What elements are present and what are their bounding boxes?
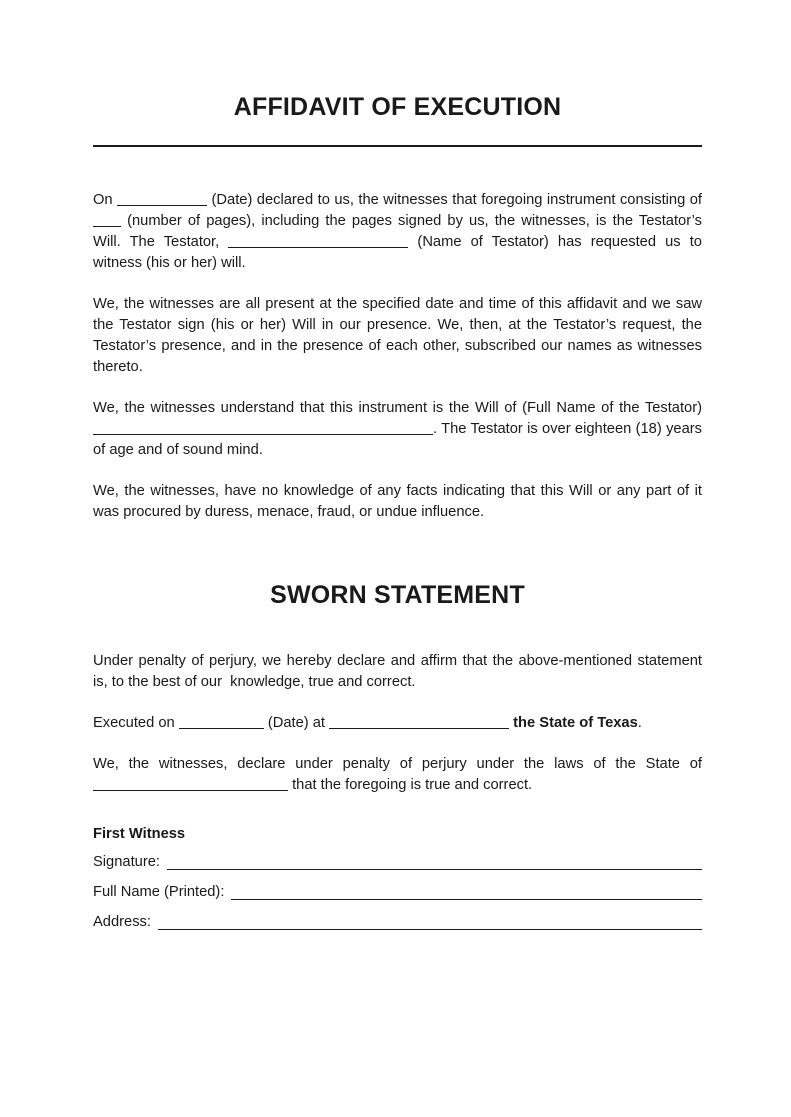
text-segment: . The Testator is over eighteen (18) years of age and of sound mind. [93,421,702,458]
paragraph-understanding [93,398,702,461]
first-witness-section [93,824,702,935]
text-segment: Under penalty of perjury, we hereby declare and affirm that the above-mentioned statement is, to the best of our knowledge, true and correct. [93,653,702,690]
paragraph-state-declaration [93,754,702,796]
signature-row [93,845,702,875]
text-segment: (Name of Testator) has requested us to witness (his or her) will. [93,234,702,271]
text-segment: (Date) at [263,715,330,731]
full-name-line[interactable] [231,888,702,900]
title-rule [93,145,702,147]
date-blank[interactable] [117,193,207,206]
testator-name-blank[interactable] [228,235,408,248]
paragraph-presence [93,294,702,378]
text-segment: Executed on [93,715,179,731]
text-segment: We, the witnesses are all present at the specified date and time of this affidavit and we saw the Testator sign (his or her) Will in our presence. We, then, at the Testator’s request, the Testator’s presence, and in the presence of each other, subscribed our names as witnesses thereto. [93,296,702,375]
number-of-pages-blank[interactable] [93,214,121,227]
text-segment: that the foregoing is true and correct. [288,777,533,793]
text-segment: (number of pages), including the pages signed by us, the witnesses, is the Testator’s Will. The Testator, [93,213,702,250]
paragraph-perjury [93,651,702,693]
text-segment: We, the witnesses, declare under penalty of perjury under the laws of the State of [93,756,702,772]
text-segment: We, the witnesses, have no knowledge of any facts indicating that this Will or any part of it was procured by duress, menace, fraud, or undue influence. [93,483,702,520]
execution-location-blank[interactable] [329,716,509,729]
document-title: AFFIDAVIT OF EXECUTION [233,93,562,121]
testator-full-name-blank[interactable] [93,422,433,435]
text-segment: . [637,715,642,731]
paragraph-no-knowledge [93,481,702,523]
text-segment: We, the witnesses understand that this instrument is the Will of (Full Name of the Testator) [93,400,702,416]
execution-date-blank[interactable] [179,716,264,729]
text-segment: On [93,192,118,208]
state-name-blank[interactable] [93,778,288,791]
full-name-row [93,875,702,905]
signature-label: Signature: [93,854,160,870]
address-line[interactable] [158,918,702,930]
sworn-statement-heading: SWORN STATEMENT [270,581,525,609]
state-of-texas-bold: the State of Texas [513,715,638,731]
execution-line [93,713,702,734]
address-label: Address: [93,914,151,930]
first-witness-heading: First Witness [93,826,186,842]
address-row [93,905,702,935]
paragraph-declaration [93,190,702,274]
signature-line[interactable] [167,858,702,870]
full-name-label: Full Name (Printed): [93,884,225,900]
text-segment: (Date) declared to us, the witnesses that foregoing instrument consisting of [207,192,702,208]
document-page [0,93,791,1117]
